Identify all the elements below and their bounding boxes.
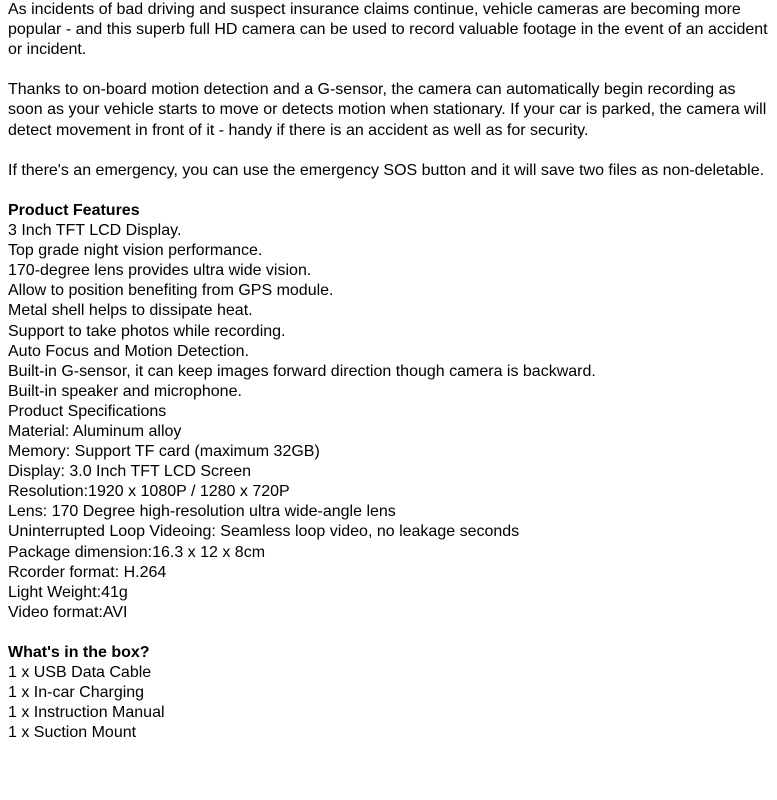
spec-item: Uninterrupted Loop Videoing: Seamless loop video, no leakage seconds [8,523,520,541]
feature-item: Metal shell helps to dissipate heat. [8,302,253,320]
box-item: 1 x Instruction Manual [8,704,165,722]
feature-item: Built-in speaker and microphone. [8,382,242,400]
specifications-section [8,402,770,623]
feature-item: Auto Focus and Motion Detection. [8,342,250,360]
box-contents-section [8,643,770,743]
spec-item: Resolution:1920 x 1080P / 1280 x 720P [8,483,290,501]
spec-item: Lens: 170 Degree high-resolution ultra wide-angle lens [8,503,396,521]
features-heading: Product Features [8,201,140,219]
specifications-heading: Product Specifications [8,402,167,420]
feature-item: Support to take photos while recording. [8,322,286,340]
feature-item: Built-in G-sensor, it can keep images forward direction though camera is backward. [8,362,596,380]
paragraph-gap [8,141,770,161]
spec-item: Rcorder format: H.264 [8,563,167,581]
feature-item: 3 Inch TFT LCD Display. [8,222,182,240]
box-contents-heading: What's in the box? [8,644,150,661]
spec-item: Material: Aluminum alloy [8,422,182,440]
box-item: 1 x Suction Mount [8,724,137,742]
paragraph-gap [8,623,770,643]
paragraph-gap [8,60,770,80]
feature-item: 170-degree lens provides ultra wide vision. [8,262,312,280]
spec-item: Display: 3.0 Inch TFT LCD Screen [8,463,252,481]
box-item: 1 x USB Data Cable [8,664,152,682]
intro-paragraph-3: If there's an emergency, you can use the emergency SOS button and it will save two files as non-deletable. [8,161,765,179]
spec-item: Package dimension:16.3 x 12 x 8cm [8,543,266,561]
intro-paragraph-2: Thanks to on-board motion detection and a G-sensor, the camera can automatically begin recording as soon as your vehicle starts to move or detects motion when stationary. If your car is parked, the camera will detect movement in front of it - handy if there is an accident as well as for security. [8,81,767,139]
intro-paragraph-1: As incidents of bad driving and suspect insurance claims continue, vehicle cameras are becoming more popular - and this superb full HD camera can be used to record valuable footage in the event of an accident or incident. [8,1,768,59]
box-item: 1 x In-car Charging [8,684,145,702]
feature-item: Top grade night vision performance. [8,242,263,260]
spec-item: Video format:AVI [8,603,128,621]
feature-item: Allow to position benefiting from GPS module. [8,282,334,300]
spec-item: Memory: Support TF card (maximum 32GB) [8,443,320,461]
features-section [8,201,770,402]
product-description [8,0,770,743]
spec-item: Light Weight:41g [8,583,128,601]
paragraph-gap [8,181,770,201]
